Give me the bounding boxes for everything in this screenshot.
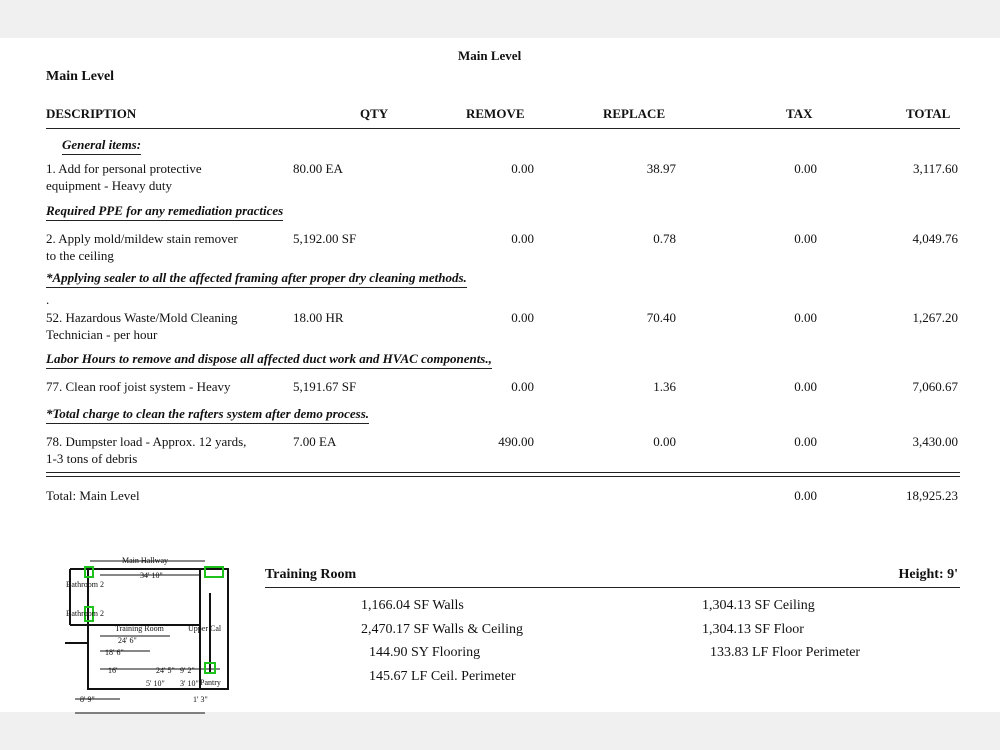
sketch-label: 34' 10" [140, 571, 163, 580]
sketch-label: 5' 10" [146, 679, 165, 688]
item-remove: 0.00 [511, 310, 534, 325]
sketch-label: Bathroom 2 [66, 580, 104, 589]
item-total: 4,049.76 [912, 231, 958, 246]
item-remove: 490.00 [498, 434, 534, 449]
item-tax: 0.00 [794, 231, 817, 246]
item-replace: 0.78 [653, 231, 676, 246]
item-note: Required PPE for any remediation practices [46, 203, 283, 221]
item-description: 78. Dumpster load - Approx. 12 yards, [46, 434, 247, 449]
col-remove: REMOVE [466, 106, 525, 121]
item-remove: 0.00 [511, 231, 534, 246]
item-qty: 5,192.00 SF [293, 231, 357, 246]
item-qty: 5,191.67 SF [293, 379, 357, 394]
page-title: Main Level [458, 48, 522, 63]
room-measure: 144.90 SY Flooring [369, 645, 481, 660]
room-divider [265, 587, 960, 588]
item-note: *Applying sealer to all the affected framing after proper dry cleaning methods. [46, 270, 467, 288]
room-measure: 1,304.13 SF Ceiling [702, 598, 815, 613]
section-title: Main Level [46, 69, 115, 84]
item-qty: 7.00 EA [293, 434, 337, 449]
item-description-cont: to the ceiling [46, 248, 114, 263]
item-description: 52. Hazardous Waste/Mold Cleaning [46, 310, 238, 325]
item-total: 3,430.00 [912, 434, 958, 449]
sketch-label: 24' 5" [156, 666, 175, 675]
sketch-label: 16' [108, 666, 118, 675]
col-qty: QTY [360, 106, 389, 121]
room-measure: 133.83 LF Floor Perimeter [710, 645, 861, 660]
item-description: 2. Apply mold/mildew stain remover [46, 231, 238, 246]
item-remove: 0.00 [511, 379, 534, 394]
totals-tax: 0.00 [794, 488, 817, 503]
item-description-cont: Technician - per hour [46, 327, 158, 342]
totals-total: 18,925.23 [906, 488, 958, 503]
sketch-label: Pantry [200, 678, 221, 687]
item-tax: 0.00 [794, 379, 817, 394]
item-description-cont: 1-3 tons of debris [46, 451, 138, 466]
item-qty: 80.00 EA [293, 161, 343, 176]
sketch-label: 24' 6" [118, 636, 137, 645]
item-description: 77. Clean roof joist system - Heavy [46, 379, 231, 394]
item-total: 3,117.60 [912, 161, 958, 176]
header-divider [46, 128, 960, 129]
item-qty: 18.00 HR [293, 310, 344, 325]
sketch-label: Training Room [115, 624, 164, 633]
room-measure: 145.67 LF Ceil. Perimeter [369, 669, 516, 684]
item-replace: 70.40 [646, 310, 676, 325]
col-tax: TAX [786, 106, 813, 121]
item-replace: 1.36 [653, 379, 676, 394]
item-total: 7,060.67 [912, 379, 958, 394]
sketch-label: 3' 10" [180, 679, 199, 688]
item-replace: 0.00 [653, 434, 676, 449]
item-note: *Total charge to clean the rafters system after demo process. [46, 406, 369, 424]
item-description: 1. Add for personal protective [46, 161, 202, 176]
separator-dot: . [46, 292, 50, 307]
group-label: General items: [62, 137, 141, 155]
floor-plan-sketch [60, 553, 235, 718]
room-height: Height: 9' [898, 567, 958, 582]
item-replace: 38.97 [646, 161, 676, 176]
item-description-cont: equipment - Heavy duty [46, 178, 172, 193]
sketch-label: Bathroom 2 [66, 609, 104, 618]
col-total: TOTAL [906, 106, 951, 121]
item-note: Labor Hours to remove and dispose all affected duct work and HVAC components., [46, 351, 492, 369]
col-replace: REPLACE [603, 106, 666, 121]
room-measure: 1,166.04 SF Walls [361, 598, 464, 613]
col-description: DESCRIPTION [46, 106, 137, 121]
total-divider-2 [46, 476, 960, 477]
sketch-label: Upper Cal [188, 624, 222, 633]
room-measure: 2,470.17 SF Walls & Ceiling [361, 622, 523, 637]
item-tax: 0.00 [794, 161, 817, 176]
totals-label: Total: Main Level [46, 488, 140, 503]
room-measure: 1,304.13 SF Floor [702, 622, 804, 637]
sketch-label: 18' 6" [105, 648, 124, 657]
estimate-page [0, 38, 1000, 712]
total-divider-1 [46, 472, 960, 473]
sketch-label: 8' 9" [80, 695, 95, 704]
sketch-label: 1' 3" [193, 695, 208, 704]
item-remove: 0.00 [511, 161, 534, 176]
room-name: Training Room [265, 567, 357, 582]
sketch-label: 9' 2" [180, 666, 195, 675]
sketch-label: Main Hallway [122, 556, 168, 565]
item-total: 1,267.20 [912, 310, 958, 325]
item-tax: 0.00 [794, 310, 817, 325]
item-tax: 0.00 [794, 434, 817, 449]
